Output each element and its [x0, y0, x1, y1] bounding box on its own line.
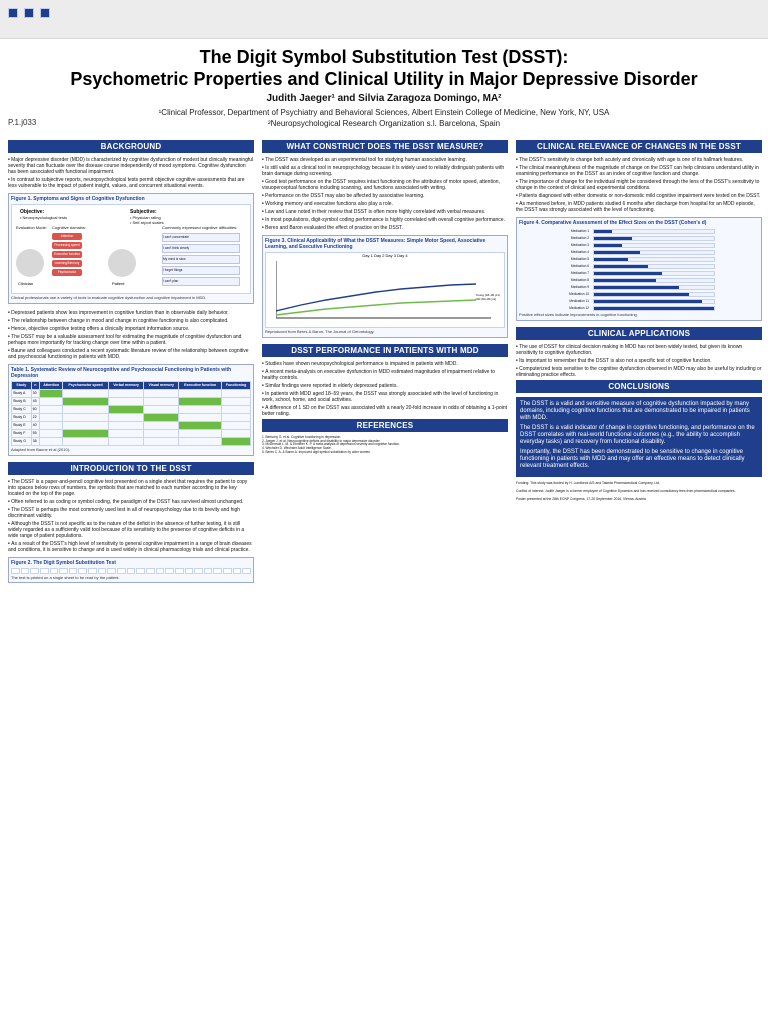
- table-row: [12, 421, 251, 429]
- figure-1-subjective-item: • Self-report scales: [130, 220, 164, 225]
- fig4-bar-track: [593, 264, 715, 269]
- table-row: [12, 397, 251, 405]
- affiliation-2: ²Neuropsychological Research Organization s.l. Barcelona, Spain: [267, 119, 501, 128]
- clinical-relevance-bullet: • Patients diagnosed with either domestic or non-domestic mild cognitive impairment were tested on the DSST.: [516, 193, 762, 199]
- fig4-label: Medication 11: [569, 299, 589, 303]
- dsst-cell: [175, 568, 184, 574]
- fig4-label: Medication 6: [570, 264, 589, 268]
- mdd-bullet: • Studies have shown neuropsychological performance is impaired in patients with MDD.: [262, 361, 508, 367]
- cognitive-domain: Psychomotor: [52, 269, 82, 276]
- footer-presented: Poster presented at the 28th ECNP Congress, 17-20 September 2016, Vienna, Austria: [516, 497, 646, 502]
- conclusions-box: [516, 397, 762, 477]
- fig4-label: Medication 1: [570, 229, 589, 233]
- background-bullets: [8, 157, 254, 189]
- dsst-cell: [11, 568, 20, 574]
- introduction-bullet: • The DSST is a paper-and-pencil cognitive test presented on a single sheet that requires the patient to copy into spaces below rows of numbers, the symbols that are matched to each number according to the key located on the top of the page.: [8, 479, 254, 497]
- table-cell: [63, 413, 109, 421]
- fig4-row: [519, 228, 759, 234]
- table-cell: [108, 405, 143, 413]
- table-1-header: Visual memory: [144, 381, 179, 389]
- figure-1-title: Figure 1. Symptoms and Signs of Cognitive Dysfunction: [11, 196, 145, 202]
- dsst-grid: [11, 568, 251, 574]
- table-cell: Study D: [12, 413, 32, 421]
- fig4-row: [519, 291, 759, 297]
- dsst-cell: [156, 568, 165, 574]
- mdd-heading: DSST PERFORMANCE IN PATIENTS WITH MDD: [262, 344, 508, 357]
- toolbar-icon[interactable]: [24, 8, 34, 18]
- column-middle: [262, 140, 508, 455]
- fig4-row: [519, 277, 759, 283]
- table-cell: [108, 389, 143, 397]
- fig4-bar: [594, 272, 662, 275]
- dsst-cell: [69, 568, 78, 574]
- common-complaints-list: [162, 233, 240, 286]
- table-cell: Study A: [12, 389, 32, 397]
- background-bullet: • Hence, objective cognitive testing offers a clinically important information source.: [8, 326, 254, 332]
- table-cell: [63, 437, 109, 445]
- fig4-label: Medication 9: [570, 285, 589, 289]
- column-right: [516, 140, 762, 501]
- table-cell: [108, 429, 143, 437]
- what-construct-bullet: • Good test performance on the DSST requires intact functioning on the attributes of motor speed, attention, visuoperceptual functions including scanning, and functions associated with writing.: [262, 179, 508, 191]
- table-cell: [40, 397, 63, 405]
- fig4-bar-track: [593, 243, 715, 248]
- footer-funding: Funding: This study was funded by H. Lundbeck A/S and Takeda Pharmaceutical Company, Ltd.: [516, 480, 660, 485]
- table-cell: [179, 405, 222, 413]
- figure-1: [8, 193, 254, 304]
- common-complaint: I can't plan: [162, 277, 240, 286]
- clinical-relevance-bullet: • As mentioned before, in MDD patients studied 6 months after discharge from hospital for an MDD episode, the DSST was strongly associated with the level of functioning.: [516, 201, 762, 213]
- fig4-row: [519, 249, 759, 255]
- conclusion-item: Importantly, the DSST has been demonstrated to be sensitive to change in cognitive functioning in patients with MDD and may offer an effective means to detect clinically relevant treatment effects.: [520, 448, 745, 469]
- conclusion-item: The DSST is a valid indicator of change in cognitive functioning, and performance on the DSST correlates with real-world functional outcomes (e.g., the ability to accomplish everyday tasks) and recovery from functional disability.: [520, 424, 755, 445]
- table-cell: Study C: [12, 405, 32, 413]
- dsst-cell: [223, 568, 232, 574]
- reference-item: 2. Jaeger J. et al. Neurocognitive deficits and disability in major depressive disorder.: [262, 438, 381, 443]
- background-bullets-2: [8, 310, 254, 360]
- what-construct-bullet: • Law and Lane noted in their review that DSST is often more highly correlated with verbal measures.: [262, 209, 508, 215]
- background-bullet: • The DSST may be a valuable assessment tool for estimating the magnitude of cognitive dysfunction and perhaps more importantly for tracking change over time within a patient.: [8, 334, 254, 346]
- table-cell: [222, 413, 251, 421]
- column-left: [8, 140, 254, 589]
- introduction-heading: INTRODUCTION TO THE DSST: [8, 462, 254, 475]
- conclusion-item: The DSST is a valid and sensitive measure of cognitive dysfunction impacted by many domains, including cognitive functions that are demonstrated to be impaired in patients with MDD.: [520, 400, 750, 421]
- fig4-bar: [594, 237, 632, 240]
- clinical-relevance-bullet: • The clinical meaningfulness of the magnitude of change on the DSST can help clinicians understand utility in examining performance on the DSST as an index of cognitive function and change.: [516, 165, 762, 177]
- figure-2-caption: The test is printed on a single sheet to be read by the patient.: [11, 574, 120, 580]
- table-cell: 60: [31, 405, 40, 413]
- reference-item: 5. Beres C. A. & Baron A. Improved digit symbol substitution by older women.: [262, 449, 371, 454]
- what-construct-bullet: • Is still valid as a clinical tool in neuropsychology because it is widely used to reliably distinguish patients with brain damage during screening.: [262, 165, 508, 177]
- common-complaint: I forget things: [162, 266, 240, 275]
- table-cell: Study F: [12, 429, 32, 437]
- fig4-label: Medication 4: [570, 250, 589, 254]
- fig4-bar: [594, 244, 622, 247]
- poster-code: P.1.j033: [8, 118, 37, 127]
- fig4-bar-track: [593, 250, 715, 255]
- fig4-bar-track: [593, 292, 715, 297]
- table-cell: 30: [31, 389, 40, 397]
- figure-1-objective: Objective:: [20, 209, 45, 215]
- table-cell: [179, 397, 222, 405]
- dsst-cell: [107, 568, 116, 574]
- what-construct-bullets: [262, 157, 508, 231]
- table-row: [12, 437, 251, 445]
- fig4-row: [519, 263, 759, 269]
- table-cell: [40, 437, 63, 445]
- figure-1-common-complaints: Commonly expressed cognitive difficulties:: [162, 225, 238, 230]
- poster-title: The Digit Symbol Substitution Test (DSST):: [199, 47, 569, 67]
- common-complaint: I can't think clearly: [162, 244, 240, 253]
- what-construct-bullet: • Working memory and executive functions also play a role.: [262, 201, 508, 207]
- background-bullet: • Depressed patients show less improvement in cognitive function than in observable daily behavior.: [8, 310, 254, 316]
- table-1-header: Functioning: [222, 381, 251, 389]
- toolbar-icon[interactable]: [8, 8, 18, 18]
- table-cell: [179, 421, 222, 429]
- dsst-cell: [88, 568, 97, 574]
- table-1-caption: Adapted from Baune et al (2010).: [11, 446, 71, 452]
- figure-3-plot: [276, 261, 491, 319]
- dsst-cell: [233, 568, 242, 574]
- references-heading: REFERENCES: [262, 419, 508, 432]
- fig4-bar-track: [593, 236, 715, 241]
- table-1-header: Attention: [40, 381, 63, 389]
- table-row: [12, 405, 251, 413]
- table-cell: [40, 405, 63, 413]
- figure-1-objective-item: • Neuropsychological tests: [20, 215, 67, 220]
- table-1-header: Executive function: [179, 381, 222, 389]
- table-cell: [222, 397, 251, 405]
- table-1-header: Verbal memory: [108, 381, 143, 389]
- figure-1-subjective-items: [130, 215, 164, 225]
- figure-3-chart: [265, 252, 505, 328]
- dsst-cell: [117, 568, 126, 574]
- fig4-bar: [594, 307, 714, 310]
- fig4-label: Medication 2: [570, 236, 589, 240]
- clinical-applications-bullet: • Computerized tests sensitive to the cognitive dysfunction observed in MDD may also be useful by including or eliminating practice effects.: [516, 366, 762, 378]
- introduction-bullets: [8, 479, 254, 553]
- fig4-bar: [594, 230, 612, 233]
- figure-3-title: Figure 3. Clinical Applicability of What the DSST Measures: Simple Motor Speed, Associative Learning, and Executive Functioning: [265, 238, 486, 250]
- table-cell: [40, 389, 63, 397]
- dsst-cell: [213, 568, 222, 574]
- fig4-label: Medication 3: [570, 243, 589, 247]
- fig4-row: [519, 298, 759, 304]
- table-cell: [144, 413, 179, 421]
- fig4-bar: [594, 265, 648, 268]
- figure-3-chart-title: Day 1 Day 2 Day 3 Day 4: [362, 253, 408, 258]
- clinical-applications-heading: CLINICAL APPLICATIONS: [516, 327, 762, 340]
- dsst-cell: [146, 568, 155, 574]
- patient-label: Patient: [112, 281, 125, 286]
- introduction-bullet: • Although the DSST is not specific as to the nature of the deficit in the absence of further testing, it is still widely regarded as a sufficiently valid tool because of its sensitivity to the presence of cognitive deficits in a wide range of patient populations.: [8, 521, 254, 539]
- toolbar-icon[interactable]: [40, 8, 50, 18]
- table-cell: [40, 413, 63, 421]
- table-cell: [63, 405, 109, 413]
- table-cell: [40, 429, 63, 437]
- table-cell: [179, 413, 222, 421]
- fig4-bar: [594, 293, 689, 296]
- table-cell: [63, 429, 109, 437]
- table-cell: [144, 405, 179, 413]
- figure-4-chart: [519, 228, 759, 311]
- dsst-cell: [127, 568, 136, 574]
- cognitive-domain: Executive function: [52, 251, 82, 258]
- patient-avatar: [108, 249, 136, 277]
- figure-1-subjective-item: • Physician rating: [130, 215, 161, 220]
- background-bullet: • The relationship between change in mood and change in cognitive functioning is also complicated.: [8, 318, 254, 324]
- table-cell: [63, 389, 109, 397]
- common-complaint: My mind is slow: [162, 255, 240, 264]
- table-cell: Study E: [12, 421, 32, 429]
- clinical-relevance-bullet: • The importance of change for the individual might be considered through the lens of the DSST's sensitivity to change in the context of clinical and experimental conditions.: [516, 179, 762, 191]
- fig4-bar: [594, 279, 656, 282]
- mdd-bullet: • In patients with MDD aged 18–59 years, the DSST was strongly associated with the level of functioning in work, school, home, and social activities.: [262, 391, 508, 403]
- fig4-label: Medication 8: [570, 278, 589, 282]
- fig4-row: [519, 284, 759, 290]
- dsst-cell: [194, 568, 203, 574]
- poster-subtitle: Psychometric Properties and Clinical Utility in Major Depressive Disorder: [70, 69, 698, 89]
- table-cell: Study G: [12, 437, 32, 445]
- dsst-cell: [204, 568, 213, 574]
- clinician-label: Clinician: [18, 281, 34, 286]
- what-construct-bullet: • In most populations, digit-symbol coding performance is highly correlated with overall cognitive performance.: [262, 217, 508, 223]
- fig4-bar-track: [593, 299, 715, 304]
- toolbar-icons: [8, 8, 50, 18]
- reference-item: 3. McDermott L. M. & Ebmeier K. P. A meta-analysis of depression severity and cognitive function.: [262, 442, 400, 447]
- fig4-label: Medication 10: [569, 292, 589, 296]
- fig4-bar-track: [593, 271, 715, 276]
- reference-item: 4. Wechsler D. Wechsler Adult Intelligence Scale.: [262, 446, 332, 451]
- dsst-cell: [242, 568, 251, 574]
- fig4-row: [519, 305, 759, 311]
- clinical-applications-bullet: • The use of DSST for clinical decision making in MDD has not been widely tested, but given its known sensitivity to cognitive dysfunction.: [516, 344, 762, 356]
- fig4-bar: [594, 286, 679, 289]
- figure-1-cognitive-domains: Cognitive domains:: [52, 225, 87, 230]
- introduction-bullet: • The DSST is perhaps the most commonly used test in all of neuropsychology due to its brevity and high discriminant validity.: [8, 507, 254, 519]
- footer-coi: Conflict of interest: Judith Jaeger is a former employee of Cognitive Dynamics and has received consultancy fees from pharmaceutical companies.: [516, 489, 736, 493]
- dsst-cell: [59, 568, 68, 574]
- fig4-bar: [594, 300, 702, 303]
- fig4-label: Medication 5: [570, 257, 589, 261]
- table-row: [12, 429, 251, 437]
- fig4-row: [519, 256, 759, 262]
- table-row: [12, 389, 251, 397]
- fig4-bar-track: [593, 257, 715, 262]
- dsst-cell: [98, 568, 107, 574]
- table-cell: [40, 421, 63, 429]
- dsst-cell: [185, 568, 194, 574]
- fig4-bar-track: [593, 285, 715, 290]
- dsst-cell: [30, 568, 39, 574]
- table-cell: 22: [31, 413, 40, 421]
- table-cell: [179, 429, 222, 437]
- introduction-bullet: • Often referred to as coding or symbol coding, the paradigm of the DSST has survived almost unchanged.: [8, 499, 254, 505]
- dsst-cell: [136, 568, 145, 574]
- legend-item: Young (18–30 yrs): [475, 293, 500, 297]
- cognitive-domain: Learning/Memory: [52, 260, 82, 267]
- table-cell: [222, 389, 251, 397]
- authors: Judith Jaeger¹ and Silvia Zaragoza Domingo, MA²: [266, 93, 502, 104]
- conclusions-heading: CONCLUSIONS: [516, 380, 762, 393]
- clinical-applications-bullets: [516, 344, 762, 378]
- what-construct-bullet: • Beres and Baron evaluated the effect of practice on the DSST.: [262, 225, 508, 231]
- clinical-relevance-heading: CLINICAL RELEVANCE OF CHANGES IN THE DSST: [516, 140, 762, 153]
- table-cell: [222, 421, 251, 429]
- fig4-bar-track: [593, 278, 715, 283]
- figure-1-subjective: Subjective:: [130, 209, 157, 215]
- clinical-relevance-bullets: [516, 157, 762, 213]
- introduction-bullet: • As a result of the DSST's high level of sensitivity to general cognitive impairment in a range of brain diseases and conditions, it is sensitive to change and is used widely in clinical pharmacology trials and clinical practice.: [8, 541, 254, 553]
- figure-4: [516, 217, 762, 321]
- background-bullet: • Baune and colleagues conducted a recent systematic literature review of the relationship between cognitive and psychosocial functioning in patients with MDD.: [8, 348, 254, 360]
- figure-2: [8, 557, 254, 584]
- table-cell: [144, 429, 179, 437]
- mdd-bullets: [262, 361, 508, 417]
- fig4-row: [519, 270, 759, 276]
- poster-header: [0, 38, 768, 138]
- table-1-grid: [11, 381, 251, 446]
- clinician-avatar: [16, 249, 44, 277]
- table-cell: Study B: [12, 397, 32, 405]
- table-cell: [222, 405, 251, 413]
- table-cell: [144, 389, 179, 397]
- references-list: [262, 436, 508, 455]
- table-cell: 38: [31, 437, 40, 445]
- table-1-header: Psychomotor speed: [63, 381, 109, 389]
- figure-4-title: Figure 4. Comparative Assessment of the Effect Sizes on the DSST (Cohen's d): [519, 220, 707, 226]
- dsst-cell: [165, 568, 174, 574]
- figure-1-caption: Clinical professionals use a variety of tools to evaluate cognitive dysfunction and cognitive impairment in MDD.: [11, 295, 207, 300]
- cognitive-domain: Processing speed: [52, 242, 82, 249]
- background-heading: BACKGROUND: [8, 140, 254, 153]
- table-cell: [108, 421, 143, 429]
- mdd-bullet: • A recent meta-analysis on executive dysfunction in MDD estimated magnitudes of impairment relative to healthy controls.: [262, 369, 508, 381]
- fig4-bar-track: [593, 229, 715, 234]
- dsst-cell: [78, 568, 87, 574]
- figure-1-body: [11, 204, 251, 294]
- table-cell: [108, 397, 143, 405]
- fig4-row: [519, 242, 759, 248]
- table-cell: [63, 397, 109, 405]
- table-cell: [222, 429, 251, 437]
- background-bullet: • In contrast to subjective reports, neuropsychological tests permit objective cognitive assessments that are less vulnerable to the impact of patient insight, values, and concurrent situational events.: [8, 177, 254, 189]
- table-1-title: Table 1. Systematic Review of Neurocognitive and Psychosocial Functioning in Patients with Depression: [11, 366, 232, 379]
- mdd-bullet: • Similar findings were reported in elderly depressed patients.: [262, 383, 508, 389]
- table-cell: [144, 437, 179, 445]
- table-1-header: Study: [12, 381, 32, 389]
- dsst-cell: [40, 568, 49, 574]
- table-1-header: n: [31, 381, 40, 389]
- table-cell: [108, 413, 143, 421]
- table-cell: 55: [31, 429, 40, 437]
- fig4-label: Medication 7: [570, 271, 589, 275]
- table-1: [8, 364, 254, 456]
- table-cell: [144, 397, 179, 405]
- background-bullet: • Major depressive disorder (MDD) is characterized by cognitive dysfunction of modest but clinically meaningful severity that can fluctuate over the disease course independently of mood symptoms. Cognitive dysfunction has been associated with functional impairment.: [8, 157, 254, 175]
- figure-3-caption: Reproduced from Beres & Baron, The Journal of Gerontology.: [265, 329, 375, 334]
- reference-item: 1. Bertschy G. et al. Cognitive functioning in depression.: [262, 434, 342, 439]
- table-cell: 45: [31, 397, 40, 405]
- figure-2-title: Figure 2. The Digit Symbol Substitution Test: [11, 559, 116, 566]
- fig4-bar-track: [593, 306, 715, 311]
- fig4-bar: [594, 258, 628, 261]
- table-cell: [108, 437, 143, 445]
- table-cell: [179, 389, 222, 397]
- fig4-bar: [594, 251, 640, 254]
- legend-item: Old (60–80 yrs): [475, 297, 497, 301]
- toolbar: [0, 0, 768, 39]
- common-complaint: I can't concentrate: [162, 233, 240, 242]
- what-construct-heading: WHAT CONSTRUCT DOES THE DSST MEASURE?: [262, 140, 508, 153]
- table-cell: 40: [31, 421, 40, 429]
- affiliation-1: ¹Clinical Professor, Department of Psychiatry and Behavioral Sciences, Albert Einstein College of Medicine, New York, NY, USA: [158, 108, 610, 117]
- table-cell: [222, 437, 251, 445]
- clinical-relevance-bullet: • The DSST's sensitivity to change both acutely and chronically with age is one of its hallmark features.: [516, 157, 762, 163]
- clinical-applications-bullet: • Its important to remember that the DSST is also not a specific test of cognitive function.: [516, 358, 762, 364]
- table-cell: [179, 437, 222, 445]
- figure-4-caption: Positive effect sizes indicate improvements in cognitive functioning.: [519, 312, 638, 317]
- fig4-row: [519, 235, 759, 241]
- fig4-label: Medication 12: [569, 306, 589, 310]
- cognitive-domain: Attention: [52, 233, 82, 240]
- figure-1-evaluation-mode: Evaluation Mode:: [16, 225, 47, 230]
- mdd-bullet: • A difference of 1 SD on the DSST was associated with a nearly 20-fold increase in odds of obtaining a 1-point better rating.: [262, 405, 508, 417]
- what-construct-bullet: • The DSST was developed as an experimental tool for studying human associative learning.: [262, 157, 508, 163]
- table-cell: [63, 421, 109, 429]
- dsst-cell: [21, 568, 30, 574]
- dsst-cell: [50, 568, 59, 574]
- what-construct-bullet: • Performance on the DSST may also be affected by associative learning.: [262, 193, 508, 199]
- figure-3-legend: [476, 293, 500, 301]
- table-cell: [144, 421, 179, 429]
- cognitive-domains-list: [52, 233, 82, 276]
- table-row: [12, 413, 251, 421]
- figure-3: [262, 235, 508, 338]
